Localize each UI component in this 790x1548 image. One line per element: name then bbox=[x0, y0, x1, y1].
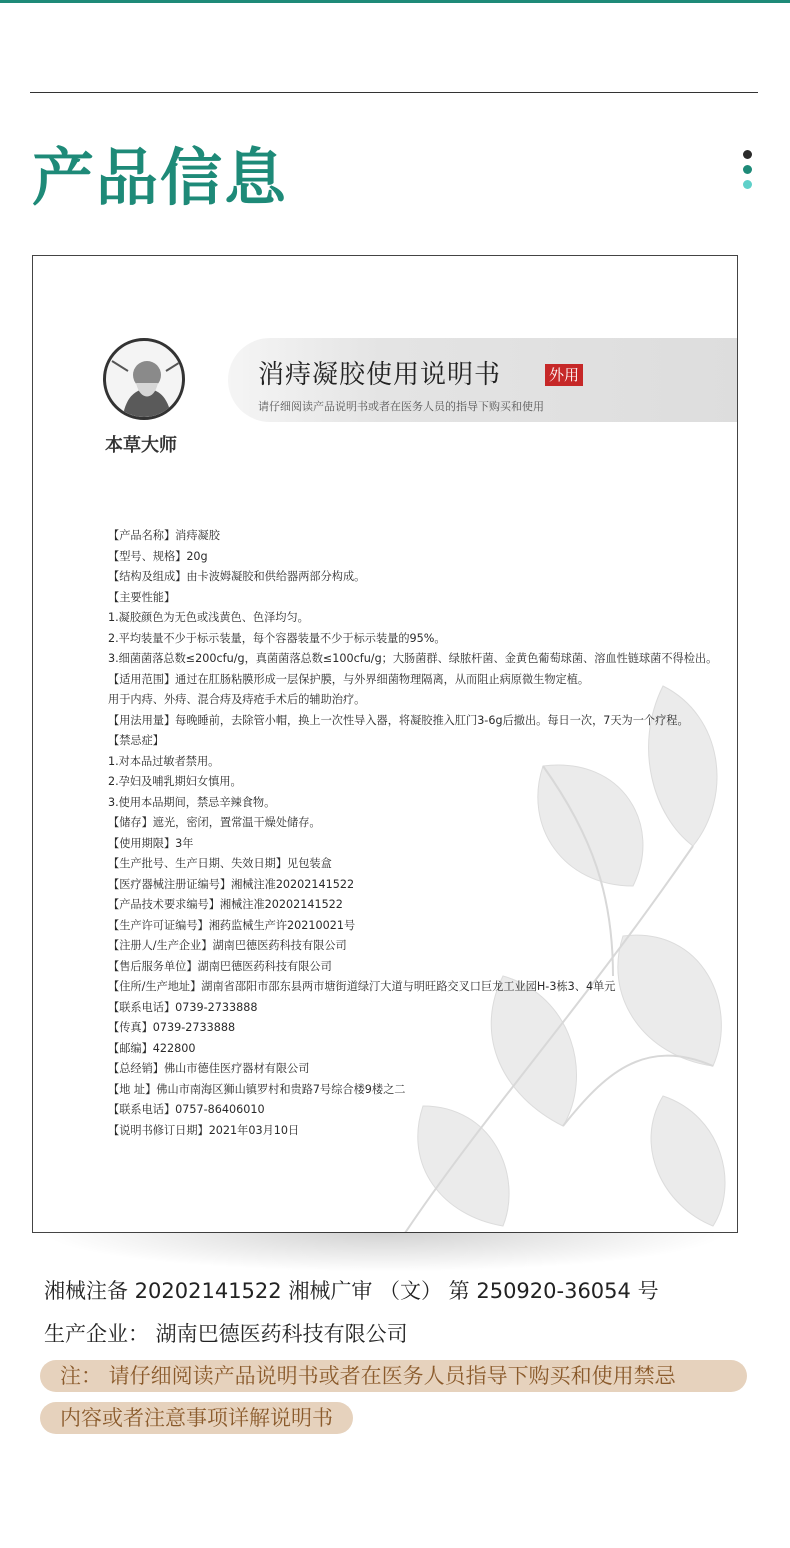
doc-line: 【产品名称】消痔凝胶 bbox=[108, 529, 220, 542]
doc-line: 3.使用本品期间，禁忌辛辣食物。 bbox=[108, 795, 276, 809]
doc-line: 【生产批号、生产日期、失效日期】见包装盒 bbox=[108, 857, 332, 870]
doc-line: 【售后服务单位】湖南巴德医药科技有限公司 bbox=[108, 959, 332, 973]
doc-line: 2.平均装量不少于标示装量，每个容器装量不少于标示装量的95%。 bbox=[108, 631, 446, 645]
doc-line: 用于内痔、外痔、混合痔及痔疮手术后的辅助治疗。 bbox=[108, 693, 366, 706]
doc-line: 【型号、规格】20g bbox=[108, 549, 208, 563]
notice-pill-continued: 内容或者注意事项详解说明书 bbox=[40, 1402, 353, 1434]
doc-line: 【联系电话】0739-2733888 bbox=[108, 1000, 258, 1014]
doc-line: 【用法用量】每晚睡前，去除管小帽，换上一次性导入器，将凝胶推入肛门3-6g后撤出。每日一次，7天为一个疗程。 bbox=[108, 713, 689, 727]
logo-portrait-icon bbox=[103, 338, 185, 420]
document-shadow bbox=[40, 1232, 730, 1272]
doc-line: 【使用期限】3年 bbox=[108, 836, 194, 850]
notice-pill: 注： 请仔细阅读产品说明书或者在医务人员指导下购买和使用禁忌 bbox=[40, 1360, 747, 1392]
doc-line: 【产品技术要求编号】湘械注准20202141522 bbox=[108, 898, 343, 911]
doc-line: 【传真】0739-2733888 bbox=[108, 1021, 236, 1034]
doc-line: 【邮编】422800 bbox=[108, 1041, 196, 1055]
doc-line: 2.孕妇及哺乳期妇女慎用。 bbox=[108, 775, 242, 788]
document-title: 消痔凝胶使用说明书 bbox=[258, 360, 502, 390]
doc-line: 【储存】遮光，密闭，置常温干燥处储存。 bbox=[108, 816, 321, 829]
manufacturer-line: 生产企业： 湖南巴德医药科技有限公司 bbox=[44, 1322, 408, 1346]
dot-teal bbox=[743, 165, 752, 174]
brand-name: 本草大师 bbox=[105, 435, 177, 456]
menu-dots-icon bbox=[743, 150, 753, 195]
doc-line: 【禁忌症】 bbox=[108, 734, 164, 747]
top-accent-bar bbox=[0, 0, 790, 3]
doc-line: 【适用范围】通过在肛肠粘膜形成一层保护膜，与外界细菌物理隔离，从而阻止病原微生物定植。 bbox=[108, 672, 590, 686]
doc-line: 【结构及组成】由卡波姆凝胶和供给器两部分构成。 bbox=[108, 570, 366, 583]
document-subtitle: 请仔细阅读产品说明书或者在医务人员的指导下购买和使用 bbox=[258, 400, 544, 413]
instruction-document bbox=[32, 255, 738, 1233]
doc-line: 【说明书修订日期】2021年03月10日 bbox=[108, 1123, 300, 1137]
registration-numbers: 湘械注备 20202141522 湘械广审 （文） 第 250920-36054 号 bbox=[44, 1279, 659, 1303]
doc-line: 【主要性能】 bbox=[108, 590, 176, 604]
doc-line: 【生产许可证编号】湘药监械生产许20210021号 bbox=[108, 918, 356, 932]
section-title: 产品信息 bbox=[32, 141, 289, 214]
doc-line: 【地 址】佛山市南海区狮山镇罗村和贵路7号综合楼9楼之二 bbox=[108, 1082, 406, 1096]
header-divider bbox=[30, 92, 758, 93]
doc-line: 【住所/生产地址】湖南省邵阳市邵东县两市塘街道绿汀大道与明旺路交叉口巨龙工业园H-3栋3、4单元 bbox=[108, 980, 616, 993]
external-use-badge: 外用 bbox=[545, 364, 583, 386]
brand-logo bbox=[101, 336, 191, 466]
doc-line: 【注册人/生产企业】湖南巴德医药科技有限公司 bbox=[108, 939, 347, 952]
doc-line: 1.对本品过敏者禁用。 bbox=[108, 754, 220, 768]
doc-line: 1.凝胶颜色为无色或浅黄色、色泽均匀。 bbox=[108, 611, 309, 624]
doc-line: 3.细菌菌落总数≤200cfu/g，真菌菌落总数≤100cfu/g；大肠菌群、绿脓杆菌、金黄色葡萄球菌、溶血性链球菌不得检出。 bbox=[108, 652, 718, 665]
doc-line: 【医疗器械注册证编号】湘械注准20202141522 bbox=[108, 877, 355, 891]
document-body bbox=[108, 526, 728, 1141]
dot-dark bbox=[743, 150, 752, 159]
doc-line: 【总经销】佛山市德佳医疗器材有限公司 bbox=[108, 1062, 310, 1075]
doc-line: 【联系电话】0757-86406010 bbox=[108, 1103, 265, 1116]
dot-light-teal bbox=[743, 180, 752, 189]
